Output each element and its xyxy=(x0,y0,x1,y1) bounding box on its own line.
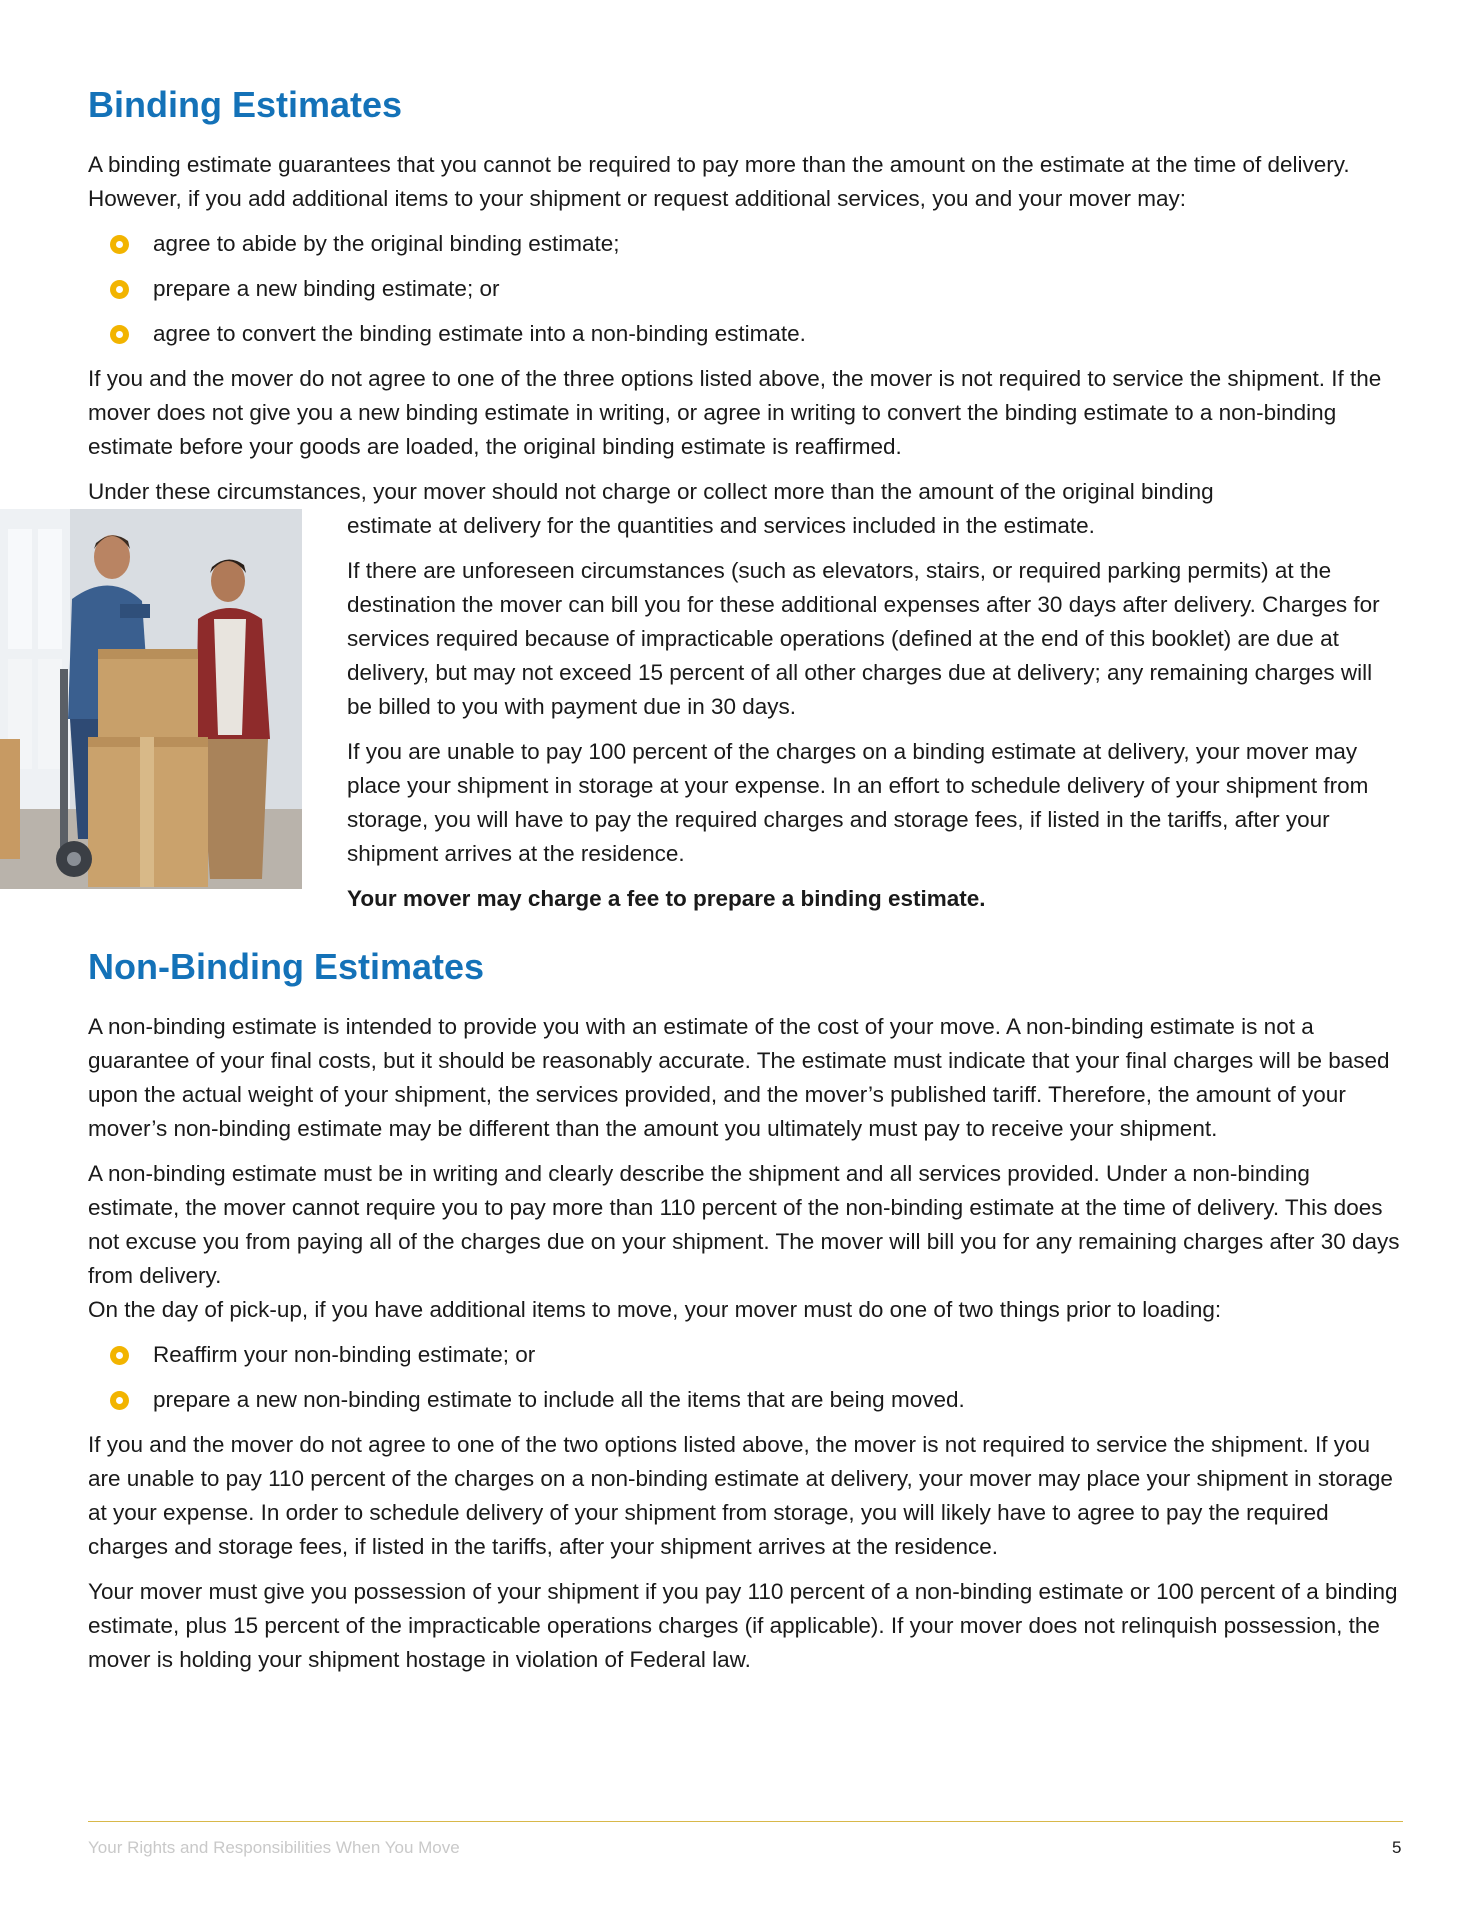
page-number: 5 xyxy=(1392,1838,1402,1857)
list-item-text: prepare a new non-binding estimate to include all the items that are being moved. xyxy=(153,1387,965,1412)
photo-side-text xyxy=(347,509,1403,916)
circle-bullet-icon xyxy=(110,1346,129,1365)
list-item-text: Reaffirm your non-binding estimate; or xyxy=(153,1342,536,1367)
footer-title: Your Rights and Responsibilities When You Move xyxy=(88,1838,460,1857)
binding-paragraph-2: If you and the mover do not agree to one of the three options listed above, the mover is not required to service the shipment. If the mover does not give you a new binding estimate in writing, or agree in writing to convert the binding estimate to a non-binding estimate before your goods are loaded, the original binding estimate is reaffirmed. xyxy=(88,366,1382,459)
non-binding-paragraph-4: If you and the mover do not agree to one of the two options listed above, the mover is not required to service the shipment. If you are unable to pay 110 percent of the charges on a non-binding estimate at delivery, your mover may place your shipment in storage at your expense. In order to schedule delivery of your shipment from storage, you will likely have to agree to pay the required charges and storage fees, if listed in the tariffs, after your shipment arrives at the residence. xyxy=(88,1432,1393,1559)
circle-bullet-icon xyxy=(110,325,129,344)
list-item-text: prepare a new binding estimate; or xyxy=(153,276,500,301)
non-binding-paragraph-5: Your mover must give you possession of your shipment if you pay 110 percent of a non-binding estimate or 100 percent of a binding estimate, plus 15 percent of the impracticable operations charges (if applicable). If your mover does not relinquish possession, the mover is holding your shipment hostage in violation of Federal law. xyxy=(88,1579,1398,1672)
list-item xyxy=(88,317,1403,351)
movers-photo xyxy=(0,509,302,889)
circle-bullet-icon xyxy=(110,1391,129,1410)
binding-estimates-heading: Binding Estimates xyxy=(88,84,403,125)
list-item xyxy=(88,227,1403,261)
page-content xyxy=(88,82,1403,1688)
non-binding-paragraph-2: A non-binding estimate must be in writing and clearly describe the shipment and all services provided. Under a non-binding estimate, the mover cannot require you to pay more than 110 percent of the non-binding estimate at the time of delivery. This does not excuse you from paying all of the charges due on your shipment. The mover will bill you for any remaining charges after 30 days from delivery. xyxy=(88,1161,1400,1288)
non-binding-estimates-heading: Non-Binding Estimates xyxy=(88,946,485,987)
non-binding-paragraph-1: A non-binding estimate is intended to provide you with an estimate of the cost of your move. A non-binding estimate is not a guarantee of your final costs, but it should be reasonably accurate. The estimate must indicate that your final charges will be based upon the actual weight of your shipment, the services provided, and the mover’s published tariff. Therefore, the amount of your mover’s non-binding estimate may be different than the amount you ultimately must pay to receive your shipment. xyxy=(88,1014,1390,1141)
non-binding-paragraph-3: On the day of pick-up, if you have additional items to move, your mover must do one of two things prior to loading: xyxy=(88,1297,1222,1322)
binding-paragraph-3-line-2: estimate at delivery for the quantities and services included in the estimate. xyxy=(347,513,1095,538)
binding-options-list xyxy=(88,227,1403,351)
binding-fee-note: Your mover may charge a fee to prepare a binding estimate. xyxy=(347,886,986,911)
binding-paragraph-5: If you are unable to pay 100 percent of the charges on a binding estimate at delivery, your mover may place your shipment in storage at your expense. In an effort to schedule delivery of your shipment from storage, you will have to pay the required charges and storage fees, if listed in the tariffs, after your shipment arrives at the residence. xyxy=(347,739,1369,866)
list-item xyxy=(88,1383,1403,1417)
list-item xyxy=(88,1338,1403,1372)
circle-bullet-icon xyxy=(110,280,129,299)
footer-divider xyxy=(88,1821,1403,1822)
non-binding-options-list xyxy=(88,1338,1403,1417)
binding-intro-paragraph: A binding estimate guarantees that you cannot be required to pay more than the amount on the estimate at the time of delivery. However, if you add additional items to your shipment or request additional services, you and your mover may: xyxy=(88,152,1350,211)
list-item xyxy=(88,272,1403,306)
photo-text-block xyxy=(88,509,1403,916)
list-item-text: agree to convert the binding estimate into a non-binding estimate. xyxy=(153,321,806,346)
binding-paragraph-3-line-1: Under these circumstances, your mover should not charge or collect more than the amount of the original binding xyxy=(88,479,1214,504)
circle-bullet-icon xyxy=(110,235,129,254)
binding-paragraph-4: If there are unforeseen circumstances (such as elevators, stairs, or required parking permits) at the destination the mover can bill you for these additional expenses after 30 days after delivery. Charges for services required because of impracticable operations (defined at the end of this booklet) are due at delivery, but may not exceed 15 percent of all other charges due at delivery; any remaining charges will be billed to you with payment due in 30 days. xyxy=(347,558,1380,719)
list-item-text: agree to abide by the original binding estimate; xyxy=(153,231,620,256)
